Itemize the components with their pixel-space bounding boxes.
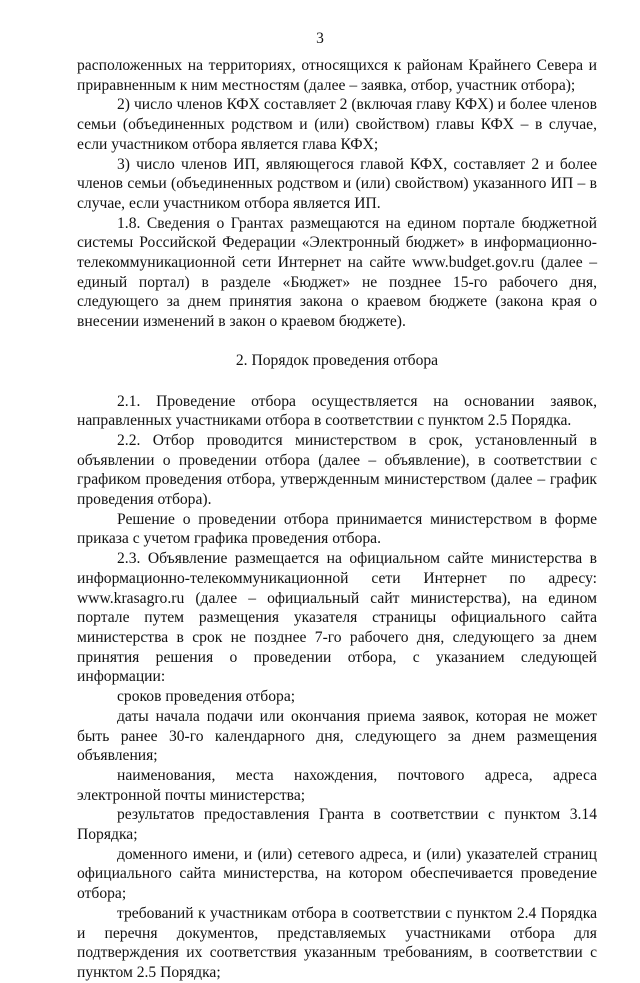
paragraph-continuation: расположенных на территориях, относящихся к районам Крайнего Севера и приравненным к ним местностям (далее – заявка, отбор, участник отбора);: [77, 57, 597, 94]
list-item: доменного имени, и (или) сетевого адреса, и (или) указателей страниц официального сайта министерства, на котором обеспечивается проведение отбора;: [77, 845, 597, 903]
paragraph-2-2: 2.2. Отбор проводится министерством в срок, установленный в объявлении о проведении отбора (далее – объявление), в соответствии с графиком проведения отбора, утвержденным министерством (далее – график проведения отбора).: [77, 431, 597, 509]
list-item: требований к участникам отбора в соответствии с пунктом 2.4 Порядка и перечня документов, представляемых участниками отбора для подтверждения их соответствия указанным требованиям, в соответствии с пунктом 2.5 Порядка;: [77, 904, 597, 981]
page-number: 3: [316, 30, 324, 47]
list-item: наименования, места нахождения, почтового адреса, адреса электронной почты министерства;: [77, 766, 597, 804]
list-item: даты начала подачи или окончания приема заявок, которая не может быть ранее 30-го календарного дня, следующего за днем размещения объявления;: [77, 707, 597, 765]
list-item: результатов предоставления Гранта в соответствии с пунктом 3.14 Порядка;: [77, 806, 597, 844]
paragraph-item-3: 3) число членов ИП, являющегося главой КФХ, составляет 2 и более членов семьи (объединенных родством и (или) свойством) указанного ИП – в случае, если участником отбора является ИП.: [77, 155, 597, 212]
section-title: 2. Порядок проведения отбора: [235, 351, 439, 369]
paragraph-2-3: 2.3. Объявление размещается на официальном сайте министерства в информационно-телекоммуникационной сети Интернет по адресу: www.krasagro.ru (далее – официальный сайт министерства), на едином портале путем размещения указателя страницы официального сайта министерства в срок не позднее 7-го рабочего дня, следующего за днем принятия решения о проведении отбора, с указанием следующей информации:: [77, 550, 597, 686]
paragraph-item-2: 2) число членов КФХ составляет 2 (включая главу КФХ) и более членов семьи (объединенных родством и (или) свойством) главы КФХ – в случае, если участником отбора является глава КФХ;: [77, 96, 597, 153]
paragraph-1-8: 1.8. Сведения о Грантах размещаются на едином портале бюджетной системы Российской Федерации «Электронный бюджет» в информационно-телекоммуникационной сети Интернет на сайте www.budget.gov.ru (далее – единый портал) в разделе «Бюджет» не позднее 15-го рабочего дня, следующего за днем принятия закона о краевом бюджете (закона края о внесении изменений в закон о краевом бюджете).: [77, 214, 597, 331]
list-item: сроков проведения отбора;: [117, 688, 296, 706]
paragraph-decision: Решение о проведении отбора принимается министерством в форме приказа с учетом графика проведения отбора.: [77, 510, 597, 548]
document-body: [77, 56, 597, 983]
paragraph-2-1: 2.1. Проведение отбора осуществляется на основании заявок, направленных участниками отбора в соответствии с пунктом 2.5 Порядка.: [77, 392, 597, 430]
